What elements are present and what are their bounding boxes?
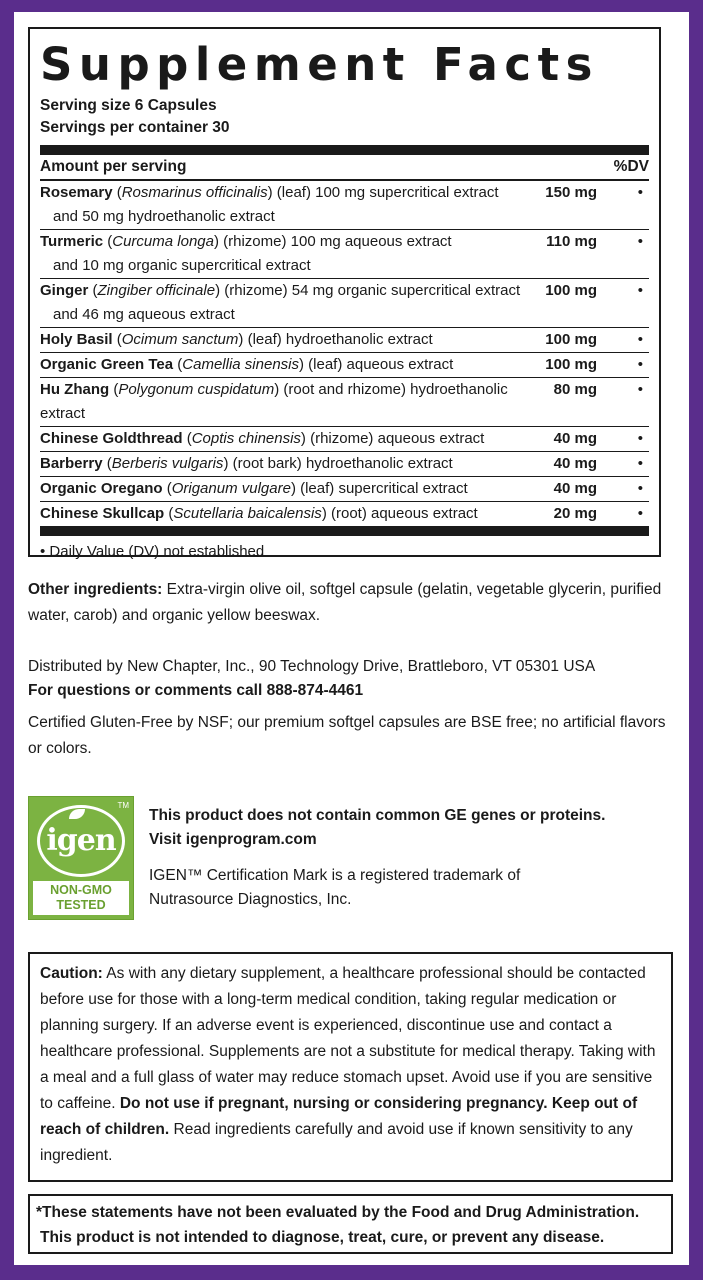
- igen-line4: Nutrasource Diagnostics, Inc.: [149, 891, 352, 908]
- ingredient-name: Organic Oregano: [40, 480, 163, 497]
- ingredient-description: Organic Oregano (Origanum vulgare) (leaf) supercritical extract: [40, 480, 468, 497]
- ingredient-detail: (rhizome) aqueous extract: [305, 430, 485, 447]
- caution-label: Caution:: [40, 965, 103, 982]
- caution-box: [28, 952, 673, 1182]
- disclaimer-line2: This product is not intended to diagnose, treat, cure, or prevent any disease.: [40, 1229, 605, 1246]
- label-page: [14, 12, 689, 1265]
- amount-header-row: [40, 155, 649, 181]
- igen-line3: IGEN™ Certification Mark is a registered trademark of: [149, 867, 521, 884]
- ingredient-dv: •: [637, 455, 643, 472]
- ingredient-detail: (root and rhizome) hydroethanolic extract: [40, 381, 508, 422]
- ingredient-latin: Curcuma longa: [112, 233, 214, 250]
- serving-size: Serving size 6 Capsules: [40, 97, 217, 114]
- ingredient-dv: •: [637, 381, 643, 398]
- ingredient-row: [40, 328, 649, 353]
- ingredient-latin: Rosmarinus officinalis: [121, 184, 268, 201]
- ingredient-latin: Scutellaria baicalensis: [173, 505, 322, 522]
- ingredient-dv: •: [637, 331, 643, 348]
- ingredient-detail: (leaf) supercritical extract: [295, 480, 468, 497]
- dv-header: %DV: [613, 158, 649, 175]
- ingredient-amount: 100 mg: [545, 331, 597, 348]
- ingredient-description: Turmeric (Curcuma longa) (rhizome) 100 mg aqueous extract and 10 mg organic supercritical extract: [40, 230, 527, 278]
- ingredient-amount: 20 mg: [553, 505, 597, 522]
- ingredient-row: [40, 378, 649, 427]
- ingredient-dv: •: [637, 184, 643, 201]
- ingredient-detail: (leaf) aqueous extract: [304, 356, 454, 373]
- ingredient-row: [40, 279, 649, 328]
- ingredient-description: Chinese Goldthread (Coptis chinensis) (rhizome) aqueous extract: [40, 430, 485, 447]
- ingredient-amount: 40 mg: [553, 430, 597, 447]
- other-ingredients-text: Extra-virgin olive oil, softgel capsule (gelatin, vegetable glycerin, purified water, carob) and organic yellow beeswax.: [28, 581, 662, 624]
- ingredient-dv: •: [637, 233, 643, 250]
- ingredient-name: Chinese Goldthread: [40, 430, 183, 447]
- ingredient-row: [40, 452, 649, 477]
- logo-tm: TM: [117, 801, 129, 810]
- ingredient-latin: Berberis vulgaris: [111, 455, 224, 472]
- logo-strip-line2: TESTED: [56, 898, 106, 912]
- ingredient-detail: (root bark) hydroethanolic extract: [228, 455, 453, 472]
- questions-phone: For questions or comments call 888-874-4461: [28, 682, 364, 699]
- ingredient-detail: (root) aqueous extract: [326, 505, 478, 522]
- ingredient-amount: 150 mg: [545, 184, 597, 201]
- logo-strip-line1: NON-GMO: [50, 883, 112, 897]
- panel-title: Supplement Facts: [40, 38, 599, 91]
- ingredient-dv: •: [637, 480, 643, 497]
- ingredient-row: [40, 427, 649, 452]
- amount-header: Amount per serving: [40, 158, 187, 175]
- ingredient-dv: •: [637, 282, 643, 299]
- ingredient-latin: Zingiber officinale: [97, 282, 216, 299]
- ingredient-detail: (leaf) hydroethanolic extract: [243, 331, 433, 348]
- ingredient-amount: 100 mg: [545, 356, 597, 373]
- ingredient-row: [40, 477, 649, 502]
- divider-thick: [40, 145, 649, 155]
- ingredient-description: Hu Zhang (Polygonum cuspidatum) (root and rhizome) hydroethanolic extract: [40, 381, 508, 422]
- disclaimer-line1: *These statements have not been evaluated by the Food and Drug Administration.: [36, 1204, 640, 1221]
- ingredient-row: [40, 230, 649, 279]
- divider-bottom: [40, 526, 649, 536]
- ingredient-description: Barberry (Berberis vulgaris) (root bark) hydroethanolic extract: [40, 455, 453, 472]
- ingredient-name: Turmeric: [40, 233, 104, 250]
- ingredient-name: Rosemary: [40, 184, 113, 201]
- igen-line2: Visit igenprogram.com: [149, 831, 317, 848]
- ingredient-description: Ginger (Zingiber officinale) (rhizome) 54 mg organic supercritical extract and 46 mg aqueous extract: [40, 279, 527, 327]
- ingredient-detail-cont: and 46 mg aqueous extract: [53, 306, 235, 323]
- ingredient-description: Chinese Skullcap (Scutellaria baicalensis) (root) aqueous extract: [40, 505, 478, 522]
- ingredient-detail: (leaf) 100 mg supercritical extract: [272, 184, 499, 201]
- ingredient-dv: •: [637, 356, 643, 373]
- ingredient-table: [40, 181, 649, 526]
- ingredient-detail: (rhizome) 100 mg aqueous extract: [218, 233, 452, 250]
- ingredient-detail: (rhizome) 54 mg organic supercritical extract: [220, 282, 521, 299]
- ingredient-row: [40, 353, 649, 378]
- supplement-facts-panel: [28, 27, 661, 560]
- ingredient-row: [40, 181, 649, 230]
- ingredient-detail-cont: and 50 mg hydroethanolic extract: [53, 208, 275, 225]
- ingredient-latin: Ocimum sanctum: [121, 331, 239, 348]
- ingredient-row: [40, 502, 649, 526]
- other-ingredients-label: Other ingredients:: [28, 581, 163, 598]
- ingredient-amount: 80 mg: [553, 381, 597, 398]
- ingredient-name: Holy Basil: [40, 331, 113, 348]
- ingredient-latin: Coptis chinensis: [191, 430, 301, 447]
- servings-per-container: Servings per container 30: [40, 119, 230, 136]
- ingredient-detail-cont: and 10 mg organic supercritical extract: [53, 257, 311, 274]
- ingredient-name: Chinese Skullcap: [40, 505, 165, 522]
- distributor-address: Distributed by New Chapter, Inc., 90 Technology Drive, Brattleboro, VT 05301 USA: [28, 658, 596, 675]
- ingredient-name: Organic Green Tea: [40, 356, 174, 373]
- ingredient-description: Organic Green Tea (Camellia sinensis) (leaf) aqueous extract: [40, 356, 454, 373]
- certification-text: Certified Gluten-Free by NSF; our premium softgel capsules are BSE free; no artificial flavors or colors.: [28, 714, 666, 757]
- ingredient-name: Hu Zhang: [40, 381, 110, 398]
- caution-bold: Do not use if pregnant, nursing or considering pregnancy. Keep out of reach of children.: [40, 1095, 638, 1138]
- ingredient-dv: •: [637, 430, 643, 447]
- ingredient-name: Ginger: [40, 282, 89, 299]
- ingredient-amount: 40 mg: [553, 455, 597, 472]
- ingredient-dv: •: [637, 505, 643, 522]
- caution-text: As with any dietary supplement, a healthcare professional should be contacted before use for those with a long-term medical condition, taking regular medication or planning surgery. If an adverse event is experienced, discontinue use and contact a healthcare professional. Supplements are not a substitute for medical therapy. Taking with a meal and a full glass of water may reduce stomach upset. Avoid use if you are sensitive to caffeine.: [40, 965, 656, 1112]
- other-ingredients: [28, 577, 668, 629]
- ingredient-name: Barberry: [40, 455, 103, 472]
- ingredient-description: Holy Basil (Ocimum sanctum) (leaf) hydroethanolic extract: [40, 331, 433, 348]
- igen-non-gmo-logo: [28, 796, 134, 920]
- ingredient-description: Rosemary (Rosmarinus officinalis) (leaf) 100 mg supercritical extract and 50 mg hydroethanolic extract: [40, 181, 527, 229]
- dv-footnote: • Daily Value (DV) not established: [40, 543, 265, 560]
- logo-strip: [33, 881, 129, 915]
- distributor-block: [28, 655, 668, 703]
- ingredient-latin: Polygonum cuspidatum: [118, 381, 275, 398]
- caution-text-end: Read ingredients carefully and avoid use if known sensitivity to any ingredient.: [40, 1121, 633, 1164]
- logo-word: igen: [46, 823, 116, 858]
- ingredient-amount: 100 mg: [545, 282, 597, 299]
- igen-statement: [149, 804, 679, 912]
- fda-disclaimer: [28, 1194, 673, 1254]
- ingredient-latin: Camellia sinensis: [182, 356, 299, 373]
- ingredient-amount: 110 mg: [546, 233, 597, 250]
- ingredient-amount: 40 mg: [553, 480, 597, 497]
- igen-line1: This product does not contain common GE genes or proteins.: [149, 807, 606, 824]
- ingredient-latin: Origanum vulgare: [171, 480, 291, 497]
